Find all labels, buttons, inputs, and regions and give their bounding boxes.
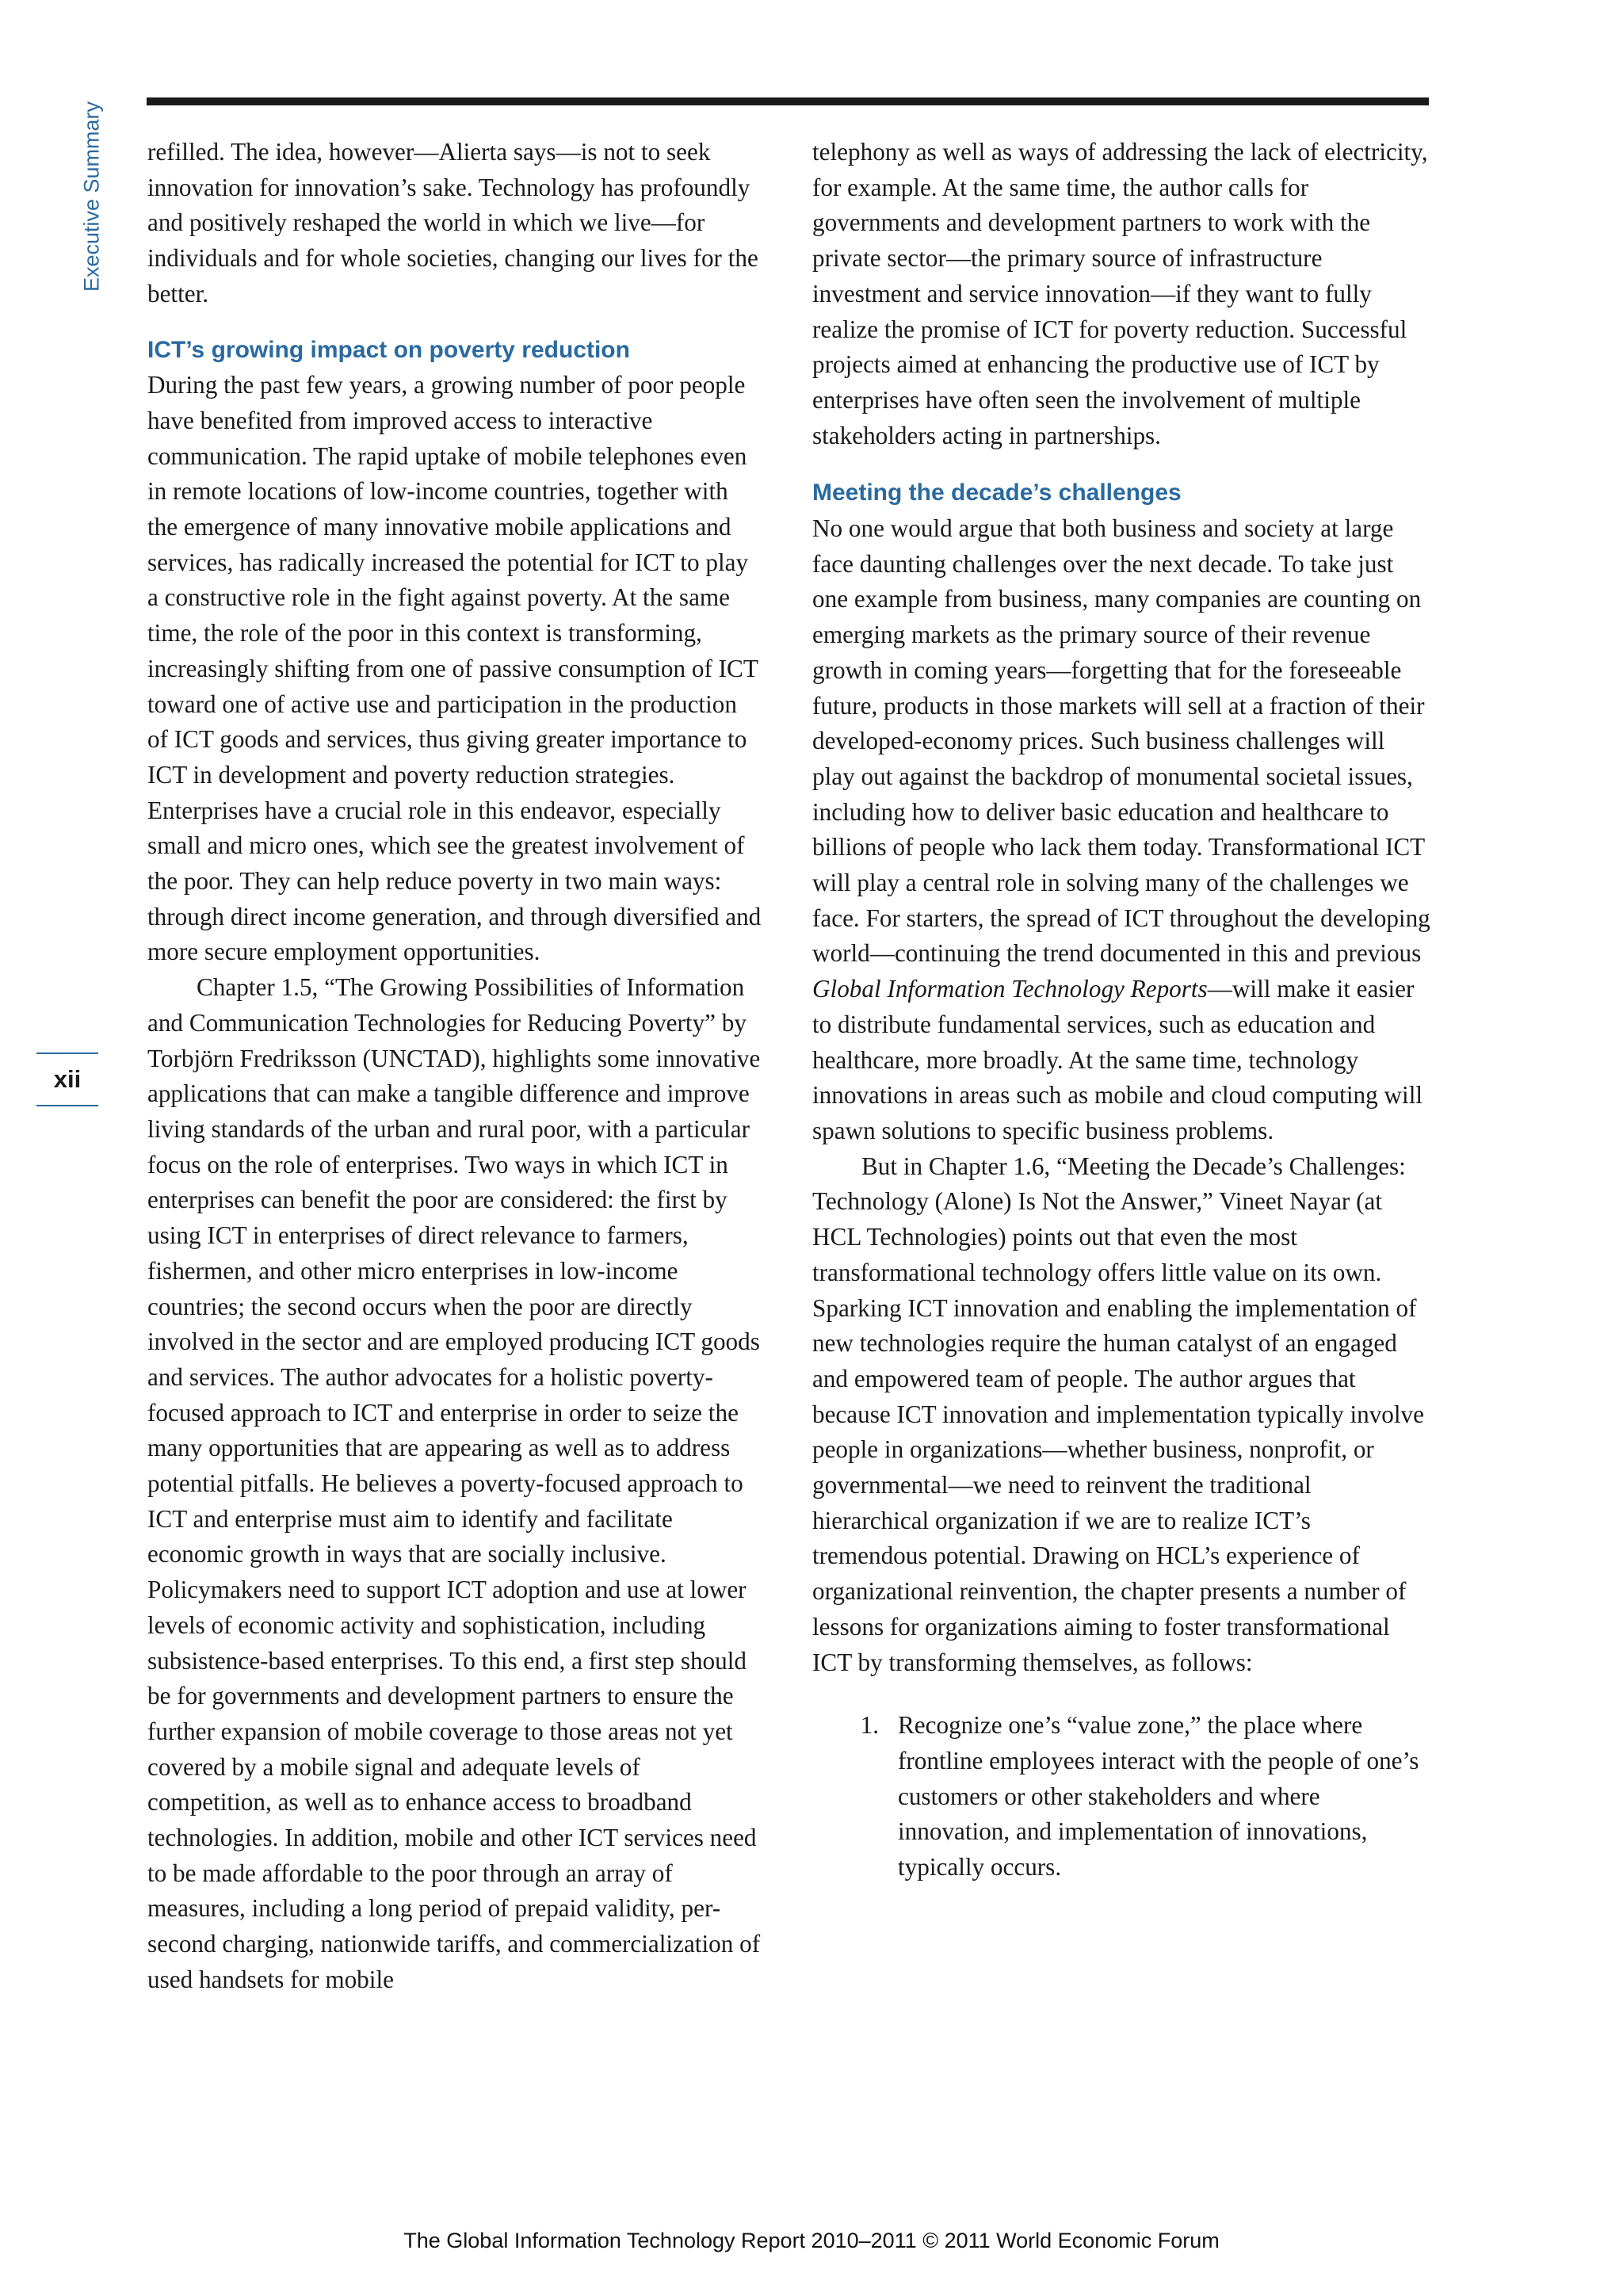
section-label-text: Executive Summary	[79, 101, 104, 292]
top-rule-divider	[147, 97, 1429, 105]
list-item	[812, 1708, 1430, 1885]
lessons-list	[812, 1708, 1430, 1885]
section-heading-poverty: ICT’s growing impact on poverty reduction	[147, 336, 630, 363]
paragraph: Chapter 1.5, “The Growing Possibilities of Information and Communication Technologies for Reducing Poverty” by Torbjörn Fredriksson (UNCTAD), highlights some innovative applications that can make a tangible difference and improve living standards of the urban and rural poor, with a particular focus on the role of enterprises. Two ways in which ICT in enterprises can benefit the poor are considered: the first by using ICT in enterprises of direct relevance to farmers, fishermen, and other micro enterprises in low-income countries; the second occurs when the poor are directly involved in the sector and are employed producing ICT goods and services. The author advocates for a holistic poverty-focused approach to ICT and enterprise in order to seize the many opportunities that are appearing as well as to address potential pitfalls. He believes a poverty-focused approach to ICT and enterprise must aim to identify and facilitate economic growth in ways that are socially inclusive. Policymakers need to support ICT adoption and use at lower levels of economic activity and sophistication, including subsistence-based enterprises. To this end, a first step should be for governments and development partners to ensure the further expansion of mobile coverage to those areas not yet covered by a mobile signal and adequate levels of competition, as well as to enhance access to broadband technologies. In addition, mobile and other ICT services need to be made affordable to the poor through an array of measures, including a long period of prepaid validity, per-second charging, nationwide tariffs, and commercialization of used handsets for mobile	[147, 973, 761, 1993]
right-column	[812, 135, 1430, 1885]
page-footer: The Global Information Technology Report 2010–2011 © 2011 World Economic Forum	[403, 2229, 1220, 2252]
paragraph: telephony as well as ways of addressing the lack of electricity, for example. At the same time, the author calls for governments and development partners to work with the private sector—the primary source of infrastructure investment and service innovation—if they want to fully realize the promise of ICT for poverty reduction. Successful projects aimed at enhancing the productive use of ICT by enterprises have often seen the involvement of multiple stakeholders acting in partnerships.	[812, 138, 1428, 449]
page-number: xii	[36, 1052, 98, 1106]
report-title-italic: Global Information Technology Reports	[812, 975, 1208, 1003]
list-item-text: Recognize one’s “value zone,” the place where frontline employees interact with the people of one’s customers or other stakeholders and where innovation, and implementation of innovations, typically occurs.	[898, 1711, 1419, 1881]
paragraph-text: —will make it easier to distribute fundamental services, such as education and healthcare, more broadly. At the same time, technology innovations in areas such as mobile and cloud computing will spawn solutions to specific business problems.	[812, 975, 1423, 1144]
list-item-number: 1.	[860, 1711, 879, 1740]
paragraph: During the past few years, a growing number of poor people have benefited from improved access to interactive communication. The rapid uptake of mobile telephones even in remote locations of low-income countries, together with the emergence of many innovative mobile applications and services, has radically increased the potential for ICT to play a constructive role in the fight against poverty. At the same time, the role of the poor in this context is transforming, increasingly shifting from one of passive consumption of ICT toward one of active use and participation in the production of ICT goods and services, thus giving greater importance to ICT in development and poverty reduction strategies. Enterprises have a crucial role in this endeavor, especially small and micro ones, which see the greatest involvement of the poor. They can help reduce poverty in two main ways: through direct income generation, and through diversified and more secure employment opportunities.	[147, 371, 762, 966]
section-heading-challenges: Meeting the decade’s challenges	[812, 479, 1182, 506]
paragraph	[812, 511, 1430, 1149]
section-label	[76, 94, 108, 300]
left-column	[147, 135, 762, 1998]
paragraph-text: No one would argue that both business and society at large face daunting challenges over the next decade. To take just one example from business, many companies are counting on emerging markets as the primary source of their revenue growth in coming years—forgetting that for the foreseeable future, products in those markets will sell at a fraction of their developed-economy prices. Such business challenges will play out against the backdrop of monumental societal issues, including how to deliver basic education and healthcare to billions of people who lack them today. Transformational ICT will play a central role in solving many of the challenges we face. For starters, the spread of ICT throughout the developing world—continuing the trend documented in this and previous	[812, 514, 1430, 968]
paragraph: refilled. The idea, however—Alierta says—is not to seek innovation for innovation’s sake. Technology has profoundly and positively reshaped the world in which we live—for individuals and for whole societies, changing our lives for the better.	[147, 138, 758, 308]
paragraph: But in Chapter 1.6, “Meeting the Decade’s Challenges: Technology (Alone) Is Not the Answer,” Vineet Nayar (at HCL Technologies) points out that even the most transformational technology offers little value on its own. Sparking ICT innovation and enabling the implementation of new technologies require the human catalyst of an engaged and empowered team of people. The author argues that because ICT innovation and implementation typically involve people in organizations—whether business, nonprofit, or governmental—we need to reinvent the traditional hierarchical organization if we are to realize ICT’s tremendous potential. Drawing on HCL’s experience of organizational reinvention, the chapter presents a number of lessons for organizations aiming to foster transformational ICT by transforming themselves, as follows:	[812, 1152, 1424, 1676]
